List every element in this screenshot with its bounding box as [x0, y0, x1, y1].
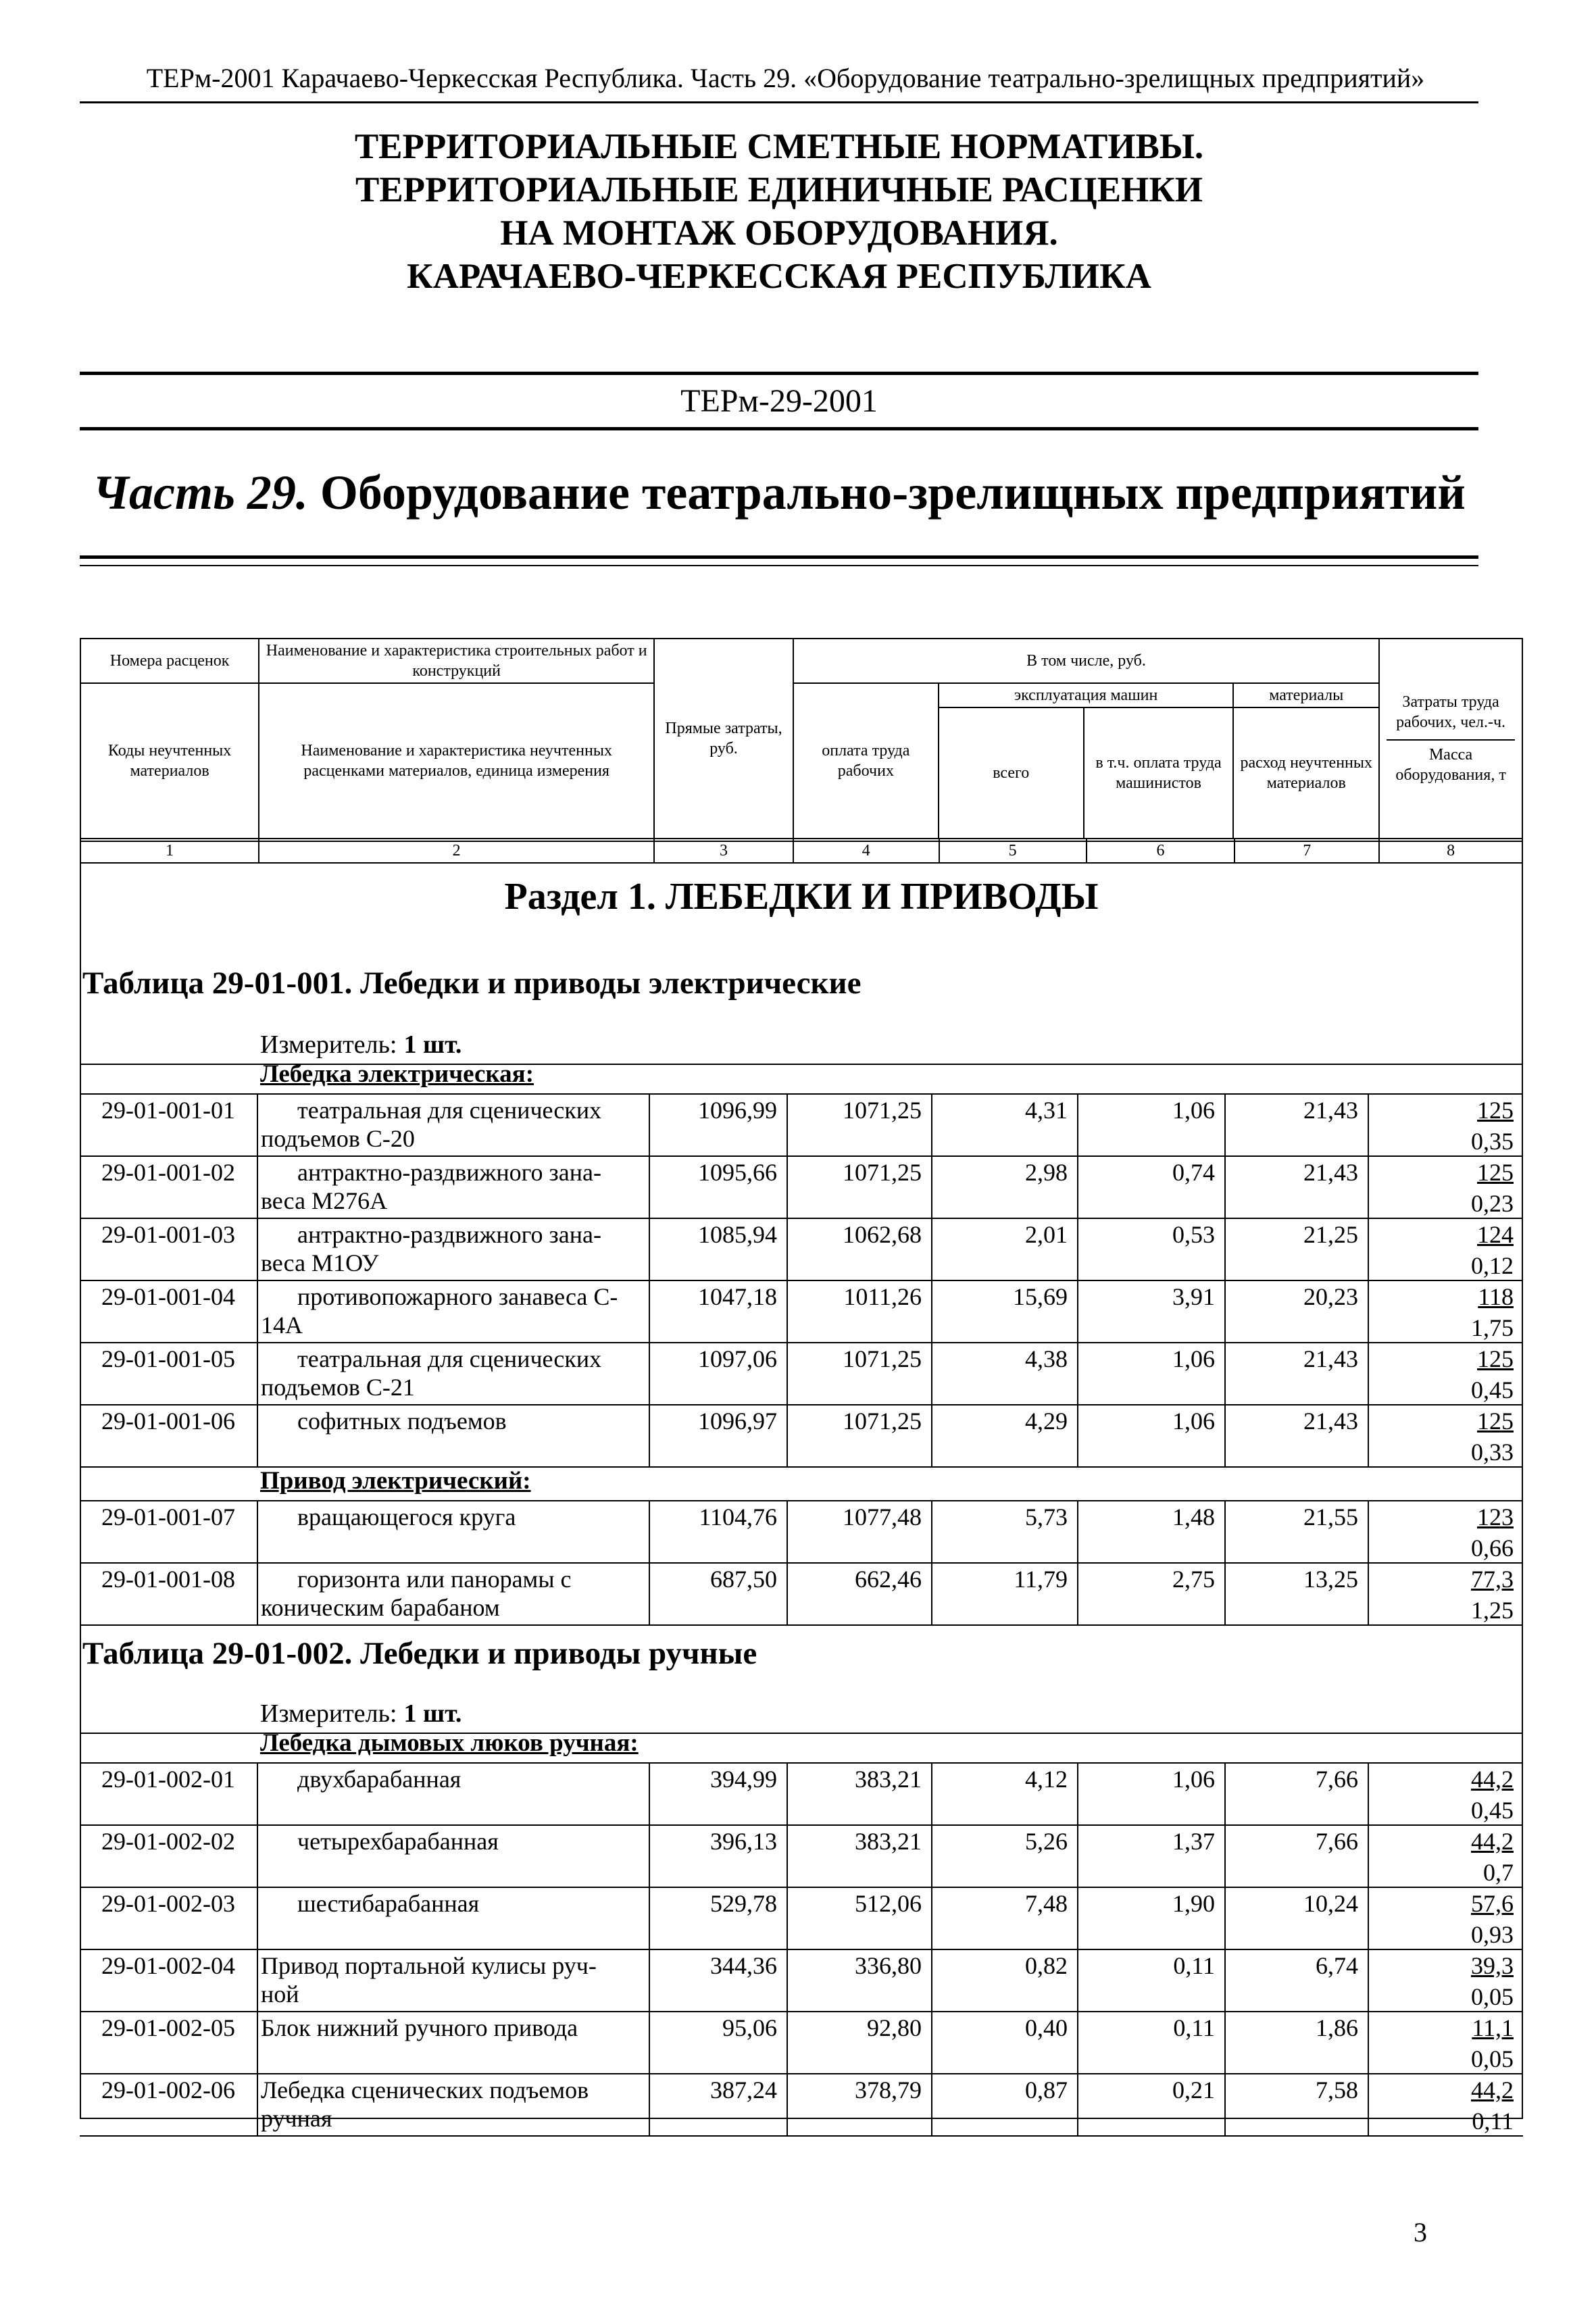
labor-hours: 57,6: [1471, 1890, 1514, 1917]
row-rule: [80, 1342, 1523, 1343]
operator-pay: 0,11: [1173, 1952, 1215, 1979]
equipment-mass: 0,11: [1472, 2108, 1514, 2135]
direct-costs: 1096,99: [698, 1097, 777, 1124]
direct-costs: 1096,97: [698, 1408, 777, 1435]
labor-hours: 44,2: [1471, 1828, 1514, 1855]
rate-name-line2: ной: [261, 1981, 299, 2008]
row-rule: [80, 2011, 1523, 2012]
direct-costs: 1097,06: [698, 1345, 777, 1372]
operator-pay: 0,21: [1172, 2076, 1215, 2104]
title-line: НА МОНТАЖ ОБОРУДОВАНИЯ.: [500, 214, 1058, 253]
header-materials: материалы: [1233, 684, 1378, 707]
rate-name-line1: шестибарабанная: [297, 1890, 480, 1917]
materials: 13,25: [1303, 1566, 1358, 1593]
row-rule: [80, 1093, 1523, 1095]
header-mass: Масса оборудования, т: [1387, 739, 1515, 785]
section-title: Раздел 1. ЛЕБЕДКИ И ПРИВОДЫ: [504, 876, 1099, 918]
operator-pay: 1,06: [1172, 1408, 1215, 1435]
operator-pay: 1,06: [1172, 1766, 1215, 1793]
worker-pay: 378,79: [855, 2076, 922, 2104]
direct-costs: 387,24: [710, 2076, 777, 2104]
col-number: 3: [654, 839, 793, 863]
machines-total: 15,69: [1013, 1283, 1068, 1310]
rate-code: 29-01-002-06: [101, 2076, 235, 2104]
header-direct-costs: Прямые затраты, руб.: [654, 639, 793, 839]
labor-hours: 44,2: [1471, 1766, 1514, 1793]
direct-costs: 1047,18: [698, 1283, 777, 1310]
operator-pay: 1,90: [1172, 1890, 1215, 1917]
row-rule: [80, 2073, 1523, 2074]
machines-total: 2,01: [1025, 1221, 1068, 1248]
column-header-table: [80, 638, 1523, 864]
rate-name-line1: противопожарного занавеса С-: [297, 1283, 618, 1310]
materials: 7,58: [1316, 2076, 1358, 2104]
rule: [80, 555, 1478, 559]
worker-pay: 1062,68: [843, 1221, 922, 1248]
rate-name-line1: Лебедка сценических подъемов: [261, 2076, 589, 2104]
cell-divider: [257, 1218, 258, 1280]
row-rule: [80, 1404, 1523, 1405]
col-number: 1: [80, 839, 259, 863]
rate-code: 29-01-002-02: [101, 1828, 235, 1855]
rate-code: 29-01-001-08: [101, 1566, 235, 1593]
row-rule: [80, 1887, 1523, 1888]
col-number: 4: [793, 839, 939, 863]
rate-name-line2: веса М276А: [261, 1187, 388, 1214]
part-title: [80, 465, 1478, 521]
col-number: 8: [1379, 839, 1522, 863]
row-rule: [80, 1280, 1523, 1281]
materials: 7,66: [1316, 1828, 1358, 1855]
equipment-mass: 0,33: [1471, 1439, 1514, 1466]
header-labor-hours: [1379, 639, 1522, 839]
col-number: 5: [939, 839, 1087, 863]
machines-total: 4,38: [1025, 1345, 1068, 1372]
worker-pay: 92,80: [867, 2014, 922, 2041]
operator-pay: 1,06: [1172, 1345, 1215, 1372]
header-including: В том числе, руб.: [793, 639, 1379, 683]
direct-costs: 344,36: [710, 1952, 777, 1979]
labor-hours: 11,1: [1472, 2014, 1514, 2041]
worker-pay: 1071,25: [843, 1159, 922, 1186]
rate-code: 29-01-001-03: [101, 1221, 235, 1248]
page-number: 3: [1414, 2217, 1427, 2247]
direct-costs: 529,78: [710, 1890, 777, 1917]
measure-value: 1 шт.: [403, 1699, 462, 1728]
cell-divider: [257, 1762, 258, 1824]
labor-hours: 44,2: [1471, 2076, 1514, 2104]
labor-hours: 124: [1477, 1221, 1514, 1248]
row-rule: [80, 1500, 1523, 1501]
title-line: КАРАЧАЕВО-ЧЕРКЕССКАЯ РЕСПУБЛИКА: [407, 257, 1151, 296]
equipment-mass: 0,23: [1471, 1190, 1514, 1217]
operator-pay: 0,74: [1172, 1159, 1215, 1186]
labor-hours: 123: [1477, 1503, 1514, 1530]
materials: 21,43: [1303, 1408, 1358, 1435]
rate-name-line2: подъемов С-21: [261, 1374, 415, 1401]
header-unaccounted-materials: расход неучтенных материалов: [1233, 707, 1378, 838]
rate-code: 29-01-001-06: [101, 1408, 235, 1435]
rate-name-line1: Блок нижний ручного привода: [261, 2014, 578, 2041]
measure-unit: [260, 1030, 462, 1060]
materials: 21,43: [1303, 1345, 1358, 1372]
operator-pay: 0,11: [1173, 2014, 1215, 2041]
equipment-mass: 0,05: [1471, 1983, 1514, 2010]
equipment-mass: 1,25: [1471, 1597, 1514, 1624]
direct-costs: 95,06: [722, 2014, 777, 2041]
document-code: ТЕРм-29-2001: [680, 383, 878, 419]
direct-costs: 687,50: [710, 1566, 777, 1593]
rate-name-line2: подъемов С-20: [261, 1125, 415, 1152]
materials: 6,74: [1316, 1952, 1358, 1979]
direct-costs: 1095,66: [698, 1159, 777, 1186]
table-title: Таблица 29-01-001. Лебедки и приводы электрические: [82, 966, 862, 1001]
equipment-mass: 0,12: [1471, 1252, 1514, 1279]
cell-divider: [257, 1824, 258, 1887]
header-rule: [80, 101, 1478, 103]
cell-divider: [257, 1280, 258, 1342]
rate-code: 29-01-001-07: [101, 1503, 235, 1530]
materials: 20,23: [1303, 1283, 1358, 1310]
measure-unit: [260, 1699, 462, 1728]
rate-code: 29-01-002-05: [101, 2014, 235, 2041]
equipment-mass: 0,7: [1483, 1859, 1514, 1886]
machines-total: 5,26: [1025, 1828, 1068, 1855]
materials: 21,43: [1303, 1097, 1358, 1124]
rate-name-line1: театральная для сценических: [297, 1097, 602, 1124]
cell-divider: [257, 2011, 258, 2073]
group-label: Лебедка электрическая:: [260, 1060, 534, 1088]
equipment-mass: 0,93: [1471, 1921, 1514, 1948]
machines-total: 4,12: [1025, 1766, 1068, 1793]
machines-total: 11,79: [1014, 1566, 1068, 1593]
worker-pay: 383,21: [855, 1766, 922, 1793]
direct-costs: 1104,76: [699, 1503, 777, 1530]
header-codes-top: Номера расценок: [80, 639, 259, 683]
measure-value: 1 шт.: [403, 1030, 462, 1059]
operator-pay: 2,75: [1172, 1566, 1215, 1593]
cell-divider: [257, 1404, 258, 1466]
cell-divider: [257, 1562, 258, 1624]
measure-label: Измеритель:: [260, 1699, 397, 1728]
operator-pay: 1,48: [1172, 1503, 1215, 1530]
rate-name-line2: 14А: [261, 1312, 303, 1339]
worker-pay: 512,06: [855, 1890, 922, 1917]
cell-divider: [257, 1949, 258, 2011]
equipment-mass: 1,75: [1471, 1314, 1514, 1341]
machines-total: 2,98: [1025, 1159, 1068, 1186]
machines-total: 4,31: [1025, 1097, 1068, 1124]
rate-name-line1: софитных подъемов: [297, 1408, 507, 1435]
col-number: 2: [259, 839, 654, 863]
header-machines: эксплуатация машин: [939, 684, 1234, 707]
header-worker-pay: оплата труда рабочих: [794, 684, 939, 838]
cell-divider: [257, 1887, 258, 1949]
rate-code: 29-01-001-01: [101, 1097, 235, 1124]
rule: [80, 565, 1478, 566]
table-title: Таблица 29-01-002. Лебедки и приводы ручные: [82, 1636, 757, 1671]
operator-pay: 1,06: [1172, 1097, 1215, 1124]
worker-pay: 1071,25: [843, 1097, 922, 1124]
col-number: 6: [1087, 839, 1235, 863]
equipment-mass: 0,05: [1471, 2045, 1514, 2072]
materials: 7,66: [1316, 1766, 1358, 1793]
materials: 10,24: [1303, 1890, 1358, 1917]
worker-pay: 1071,25: [843, 1345, 922, 1372]
row-rule: [80, 1562, 1523, 1564]
header-name-top: Наименование и характеристика строительных работ и конструкций: [259, 639, 654, 683]
col-number: 7: [1235, 839, 1379, 863]
header-subgroup: [793, 683, 1379, 839]
machines-total: 0,40: [1025, 2014, 1068, 2041]
header-material-codes: Коды неучтенных материалов: [80, 683, 259, 839]
operator-pay: 3,91: [1172, 1283, 1215, 1310]
labor-hours: 125: [1477, 1159, 1514, 1186]
rate-code: 29-01-002-01: [101, 1766, 235, 1793]
rate-code: 29-01-001-04: [101, 1283, 235, 1310]
labor-hours: 77,3: [1471, 1566, 1514, 1593]
header-labor-hours-label: Затраты труда рабочих, чел.-ч.: [1396, 693, 1506, 731]
equipment-mass: 0,66: [1471, 1535, 1514, 1562]
rate-name-line1: антрактно-раздвижного зана-: [297, 1221, 601, 1248]
rate-name-line1: театральная для сценических: [297, 1345, 602, 1372]
machines-total: 0,87: [1025, 2076, 1068, 2104]
rule: [80, 427, 1478, 430]
rate-name-line1: антрактно-раздвижного зана-: [297, 1159, 601, 1186]
direct-costs: 1085,94: [698, 1221, 777, 1248]
part-name: Оборудование театрально-зрелищных предприятий: [320, 466, 1466, 520]
worker-pay: 336,80: [855, 1952, 922, 1979]
labor-hours: 125: [1477, 1345, 1514, 1372]
rate-name-line1: вращающегося круга: [297, 1503, 516, 1530]
worker-pay: 662,46: [855, 1566, 922, 1593]
row-rule: [80, 2135, 1523, 2137]
equipment-mass: 0,45: [1471, 1797, 1514, 1824]
operator-pay: 0,53: [1172, 1221, 1215, 1248]
title-line: ТЕРРИТОРИАЛЬНЫЕ ЕДИНИЧНЫЕ РАСЦЕНКИ: [355, 170, 1203, 209]
part-prefix: Часть 29.: [93, 466, 308, 520]
labor-hours: 125: [1477, 1097, 1514, 1124]
group-label: Лебедка дымовых люков ручная:: [260, 1729, 639, 1757]
cell-divider: [257, 2073, 258, 2135]
cell-divider: [257, 1500, 258, 1562]
labor-hours: 39,3: [1471, 1952, 1514, 1979]
machines-total: 5,73: [1025, 1503, 1068, 1530]
header-material-names: Наименование и характеристика неучтенных расценками материалов, единица измерения: [259, 683, 654, 839]
worker-pay: 1077,48: [843, 1503, 922, 1530]
rate-code: 29-01-002-03: [101, 1890, 235, 1917]
title-line: ТЕРРИТОРИАЛЬНЫЕ СМЕТНЫЕ НОРМАТИВЫ.: [354, 127, 1204, 166]
row-rule: [80, 1624, 1523, 1626]
cell-divider: [257, 1093, 258, 1155]
rate-name-line1: горизонта или панорамы с: [297, 1566, 572, 1593]
rule: [80, 372, 1478, 375]
direct-costs: 396,13: [710, 1828, 777, 1855]
rate-code: 29-01-002-04: [101, 1952, 235, 1979]
worker-pay: 383,21: [855, 1828, 922, 1855]
worker-pay: 1011,26: [843, 1283, 922, 1310]
row-rule: [80, 1155, 1523, 1157]
materials: 1,86: [1316, 2014, 1358, 2041]
group-label: Привод электрический:: [260, 1467, 531, 1495]
materials: 21,25: [1303, 1221, 1358, 1248]
header-operator-pay: в т.ч. оплата труда машинистов: [1084, 707, 1234, 838]
rate-code: 29-01-001-05: [101, 1345, 235, 1372]
materials: 21,55: [1303, 1503, 1358, 1530]
row-rule: [80, 1949, 1523, 1950]
labor-hours: 118: [1478, 1283, 1514, 1310]
equipment-mass: 0,35: [1471, 1128, 1514, 1155]
direct-costs: 394,99: [710, 1766, 777, 1793]
machines-total: 0,82: [1025, 1952, 1068, 1979]
machines-total: 7,48: [1025, 1890, 1068, 1917]
rate-name-line2: ручная: [261, 2105, 332, 2132]
cell-divider: [257, 1342, 258, 1404]
equipment-mass: 0,45: [1471, 1376, 1514, 1403]
document-title: [80, 125, 1478, 298]
header-machines-total: всего: [939, 707, 1084, 838]
running-header: ТЕРм-2001 Карачаево-Черкесская Республика. Часть 29. «Оборудование театрально-зрелищных предприятий»: [146, 63, 1425, 93]
rate-name-line1: Привод портальной кулисы руч-: [261, 1952, 597, 1979]
measure-label: Измеритель:: [260, 1030, 397, 1059]
cell-divider: [257, 1155, 258, 1218]
labor-hours: 125: [1477, 1408, 1514, 1435]
worker-pay: 1071,25: [843, 1408, 922, 1435]
rate-code: 29-01-001-02: [101, 1159, 235, 1186]
materials: 21,43: [1303, 1159, 1358, 1186]
row-rule: [80, 1218, 1523, 1219]
rate-name-line2: веса М1ОУ: [261, 1249, 379, 1276]
operator-pay: 1,37: [1172, 1828, 1215, 1855]
rate-name-line1: четырехбарабанная: [297, 1828, 499, 1855]
machines-total: 4,29: [1025, 1408, 1068, 1435]
rate-name-line1: двухбарабанная: [297, 1766, 462, 1793]
row-rule: [80, 1762, 1523, 1764]
rate-name-line2: коническим барабаном: [261, 1594, 500, 1621]
row-rule: [80, 1824, 1523, 1826]
